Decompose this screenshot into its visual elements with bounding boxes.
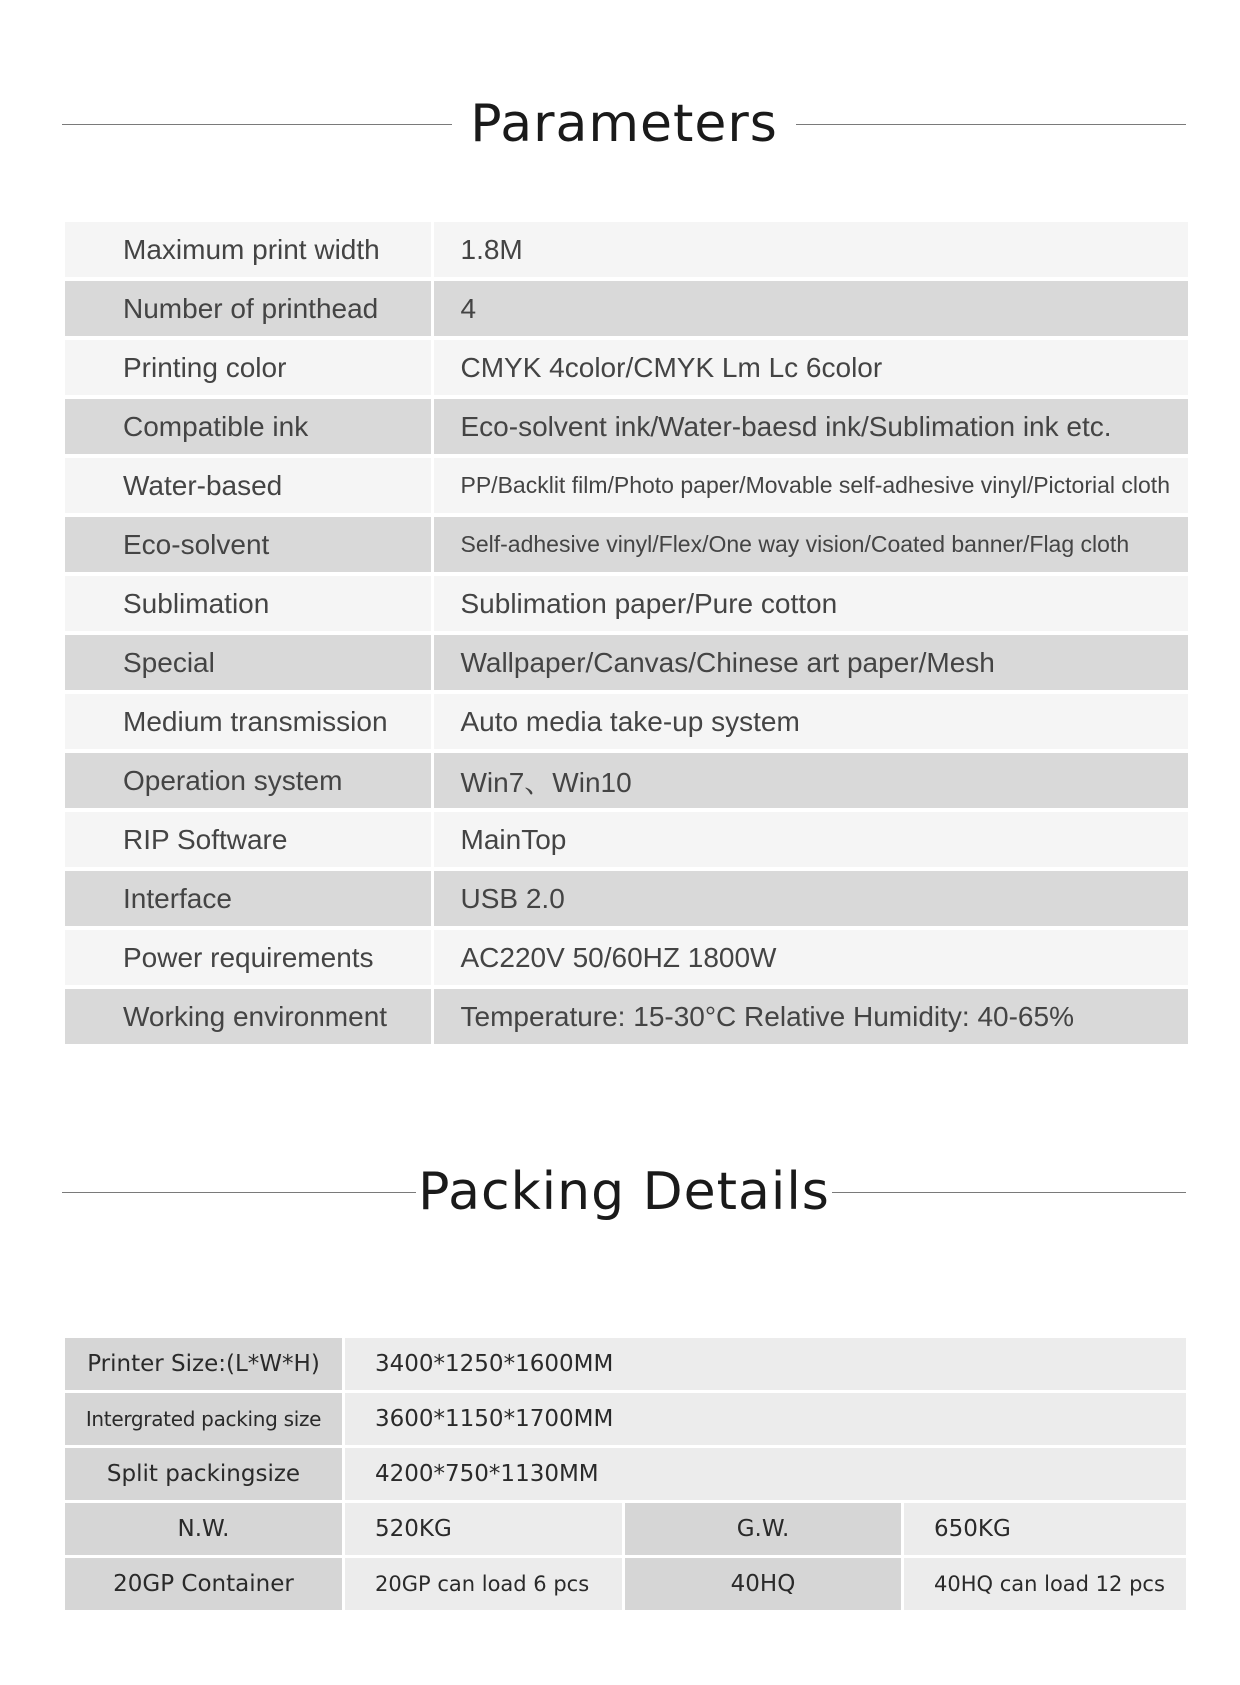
param-label: Sublimation xyxy=(65,574,432,633)
parameters-heading xyxy=(62,86,1186,162)
nw-value: 520KG xyxy=(344,1502,624,1557)
gw-label: G.W. xyxy=(624,1502,903,1557)
nw-label: N.W. xyxy=(64,1502,344,1557)
table-row xyxy=(65,397,1188,456)
container-20gp-label: 20GP Container xyxy=(64,1557,344,1612)
param-value: Eco-solvent ink/Water-baesd ink/Sublimation ink etc. xyxy=(432,397,1188,456)
param-value: 4 xyxy=(432,279,1188,338)
param-label: Compatible ink xyxy=(65,397,432,456)
param-label: Maximum print width xyxy=(65,222,432,279)
container-40hq-value: 40HQ can load 12 pcs xyxy=(903,1557,1188,1612)
integrated-size-value: 3600*1150*1700MM xyxy=(344,1392,1188,1447)
param-value: Auto media take-up system xyxy=(432,692,1188,751)
param-label: Working environment xyxy=(65,987,432,1046)
param-value: Temperature: 15-30°C Relative Humidity: 40-65% xyxy=(432,987,1188,1046)
param-value: Win7、Win10 xyxy=(432,751,1188,810)
split-size-value: 4200*750*1130MM xyxy=(344,1447,1188,1502)
heading-rule-right xyxy=(832,1192,1186,1193)
table-row xyxy=(64,1392,1188,1447)
heading-rule-left xyxy=(62,1192,416,1193)
table-row xyxy=(65,456,1188,515)
param-label: Power requirements xyxy=(65,928,432,987)
container-20gp-value: 20GP can load 6 pcs xyxy=(344,1557,624,1612)
param-value: 1.8M xyxy=(432,222,1188,279)
container-40hq-label: 40HQ xyxy=(624,1557,903,1612)
heading-rule-left xyxy=(62,124,452,125)
parameters-title: Parameters xyxy=(470,94,778,154)
printer-size-label: Printer Size:(L*W*H) xyxy=(64,1337,344,1392)
param-label: Water-based xyxy=(65,456,432,515)
param-label: Eco-solvent xyxy=(65,515,432,574)
param-label: Operation system xyxy=(65,751,432,810)
table-row xyxy=(65,515,1188,574)
table-row xyxy=(65,574,1188,633)
table-row xyxy=(65,279,1188,338)
table-row xyxy=(65,751,1188,810)
gw-value: 650KG xyxy=(903,1502,1188,1557)
integrated-size-label: Intergrated packing size xyxy=(64,1392,344,1447)
param-value: CMYK 4color/CMYK Lm Lc 6color xyxy=(432,338,1188,397)
table-row xyxy=(65,633,1188,692)
param-value: Wallpaper/Canvas/Chinese art paper/Mesh xyxy=(432,633,1188,692)
table-row xyxy=(64,1557,1188,1612)
param-label: Interface xyxy=(65,869,432,928)
param-label: Special xyxy=(65,633,432,692)
table-row xyxy=(65,810,1188,869)
param-value: MainTop xyxy=(432,810,1188,869)
table-row xyxy=(64,1502,1188,1557)
packing-heading xyxy=(62,1154,1186,1230)
param-label: RIP Software xyxy=(65,810,432,869)
split-size-label: Split packingsize xyxy=(64,1447,344,1502)
table-row xyxy=(64,1447,1188,1502)
packing-table xyxy=(62,1335,1189,1613)
printer-size-value: 3400*1250*1600MM xyxy=(344,1337,1188,1392)
table-row xyxy=(65,869,1188,928)
table-row xyxy=(64,1337,1188,1392)
table-row xyxy=(65,222,1188,279)
packing-title: Packing Details xyxy=(418,1162,830,1222)
table-row xyxy=(65,928,1188,987)
table-row xyxy=(65,692,1188,751)
param-value: Self-adhesive vinyl/Flex/One way vision/Coated banner/Flag cloth xyxy=(432,515,1188,574)
param-label: Medium transmission xyxy=(65,692,432,751)
heading-rule-right xyxy=(796,124,1186,125)
param-value: USB 2.0 xyxy=(432,869,1188,928)
table-row xyxy=(65,338,1188,397)
parameters-table xyxy=(65,222,1188,1048)
param-value: PP/Backlit film/Photo paper/Movable self-adhesive vinyl/Pictorial cloth xyxy=(432,456,1188,515)
param-value: Sublimation paper/Pure cotton xyxy=(432,574,1188,633)
param-label: Number of printhead xyxy=(65,279,432,338)
param-label: Printing color xyxy=(65,338,432,397)
table-row xyxy=(65,987,1188,1046)
param-value: AC220V 50/60HZ 1800W xyxy=(432,928,1188,987)
